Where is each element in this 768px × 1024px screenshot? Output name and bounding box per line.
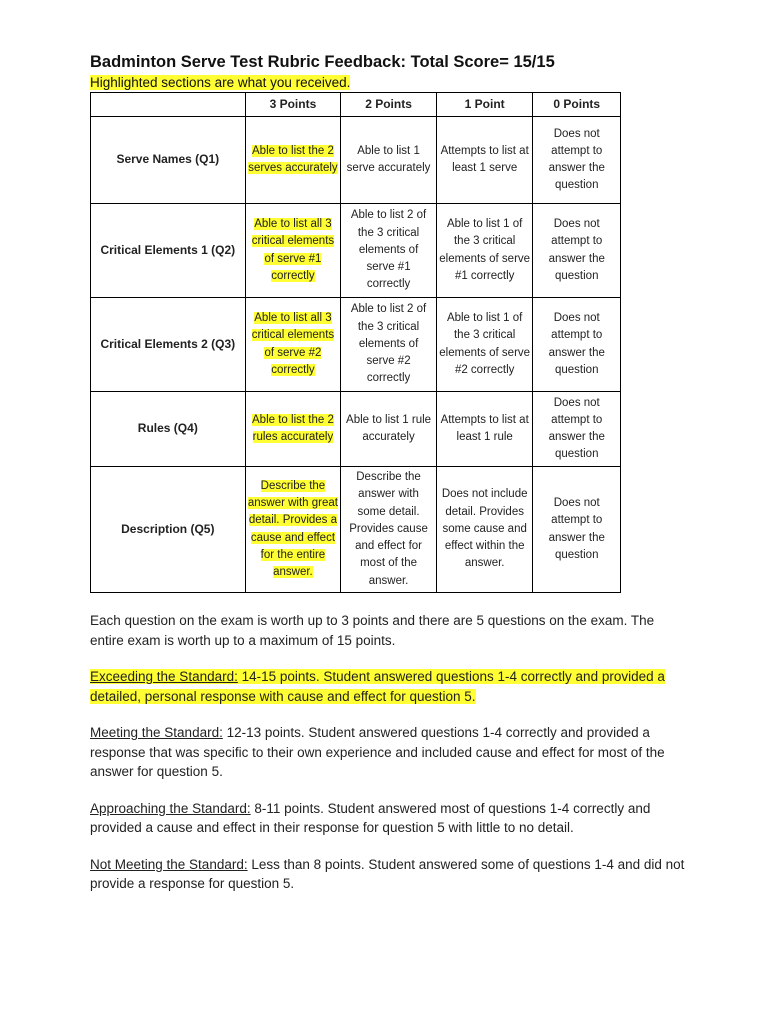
header-cell-0-points: 0 Points	[533, 93, 621, 117]
standard-text: 12-13 points. Student answered questions 1-4 correctly and provided a response that was specific to their own experience and included cause and effect for most of the answer for question 5.	[90, 725, 665, 779]
rubric-cell-1pt: Able to list 1 of the 3 critical elements of serve #1 correctly	[436, 204, 533, 298]
standard-text: 14-15 points. Student answered questions 1-4 correctly and provided a detailed, personal response with cause and effect for question 5.	[90, 669, 665, 704]
rubric-cell-3pt	[245, 298, 341, 392]
rubric-cell-1pt: Able to list 1 of the 3 critical elements of serve #2 correctly	[436, 298, 533, 392]
table-row	[91, 298, 621, 392]
row-label-serve-names: Serve Names (Q1)	[91, 117, 246, 204]
cell-highlight: Able to list the 2 rules accurately	[252, 413, 334, 443]
rubric-cell-0pt: Does not attempt to answer the question	[533, 467, 621, 593]
rubric-cell-3pt	[245, 392, 341, 467]
rubric-cell-0pt: Does not attempt to answer the question	[533, 117, 621, 204]
table-row	[91, 467, 621, 593]
header-cell-blank	[91, 93, 246, 117]
table-row	[91, 204, 621, 298]
header-cell-2-points: 2 Points	[341, 93, 437, 117]
standard-highlight	[90, 669, 665, 704]
rubric-cell-2pt: Describe the answer with some detail. Provides cause and effect for most of the answer.	[341, 467, 437, 593]
cell-highlight: Able to list all 3 critical elements of serve #2 correctly	[251, 312, 335, 376]
cell-highlight: Able to list all 3 critical elements of serve #1 correctly	[251, 218, 335, 282]
standard-heading: Exceeding the Standard:	[90, 669, 238, 684]
rubric-cell-3pt	[245, 467, 341, 593]
standard-exceeding	[90, 667, 690, 706]
row-label-critical-elements-2: Critical Elements 2 (Q3)	[91, 298, 246, 392]
rubric-cell-2pt: Able to list 2 of the 3 critical elements of serve #2 correctly	[341, 298, 437, 392]
document-title: Badminton Serve Test Rubric Feedback: Total Score= 15/15	[90, 53, 555, 71]
table-row	[91, 392, 621, 467]
rubric-cell-1pt: Attempts to list at least 1 rule	[436, 392, 533, 467]
intro-paragraph: Each question on the exam is worth up to 3 points and there are 5 questions on the exam. The entire exam is worth up to a maximum of 15 points.	[90, 613, 655, 648]
standard-not-meeting	[90, 855, 690, 894]
rubric-cell-3pt	[245, 117, 341, 204]
rubric-cell-0pt: Does not attempt to answer the question	[533, 298, 621, 392]
row-label-rules: Rules (Q4)	[91, 392, 246, 467]
rubric-cell-2pt: Able to list 1 serve accurately	[341, 117, 437, 204]
rubric-cell-2pt: Able to list 2 of the 3 critical elements of serve #1 correctly	[341, 204, 437, 298]
rubric-cell-1pt: Does not include detail. Provides some cause and effect within the answer.	[436, 467, 533, 593]
rubric-cell-3pt	[245, 204, 341, 298]
standard-heading: Not Meeting the Standard:	[90, 856, 248, 872]
header-cell-1-point: 1 Point	[436, 93, 533, 117]
cell-highlight: Describe the answer with great detail. Provides a cause and effect for the entire answer.	[247, 479, 338, 578]
standard-meeting	[90, 723, 690, 782]
subtitle-highlight: Highlighted sections are what you received.	[90, 75, 351, 90]
document-page	[90, 52, 690, 894]
standard-text: 8-11 points. Student answered most of questions 1-4 correctly and provided a cause and effect in their response for question 5 with little to no detail.	[90, 800, 651, 835]
standard-text: Less than 8 points. Student answered some of questions 1-4 and did not provide a response for question 5.	[90, 856, 685, 891]
rubric-table	[90, 92, 621, 593]
rubric-cell-1pt: Attempts to list at least 1 serve	[436, 117, 533, 204]
standard-heading: Approaching the Standard:	[90, 800, 251, 816]
rubric-cell-0pt: Does not attempt to answer the question	[533, 392, 621, 467]
row-label-description: Description (Q5)	[91, 467, 246, 593]
row-label-critical-elements-1: Critical Elements 1 (Q2)	[91, 204, 246, 298]
rubric-cell-0pt: Does not attempt to answer the question	[533, 204, 621, 298]
cell-highlight: Able to list the 2 serves accurately	[248, 144, 338, 174]
standard-heading: Meeting the Standard:	[90, 725, 223, 740]
header-cell-3-points: 3 Points	[245, 93, 341, 117]
table-row	[91, 117, 621, 204]
standard-approaching	[90, 799, 690, 838]
document-subtitle	[90, 74, 690, 91]
rubric-header-row	[91, 93, 621, 117]
rubric-cell-2pt: Able to list 1 rule accurately	[341, 392, 437, 467]
